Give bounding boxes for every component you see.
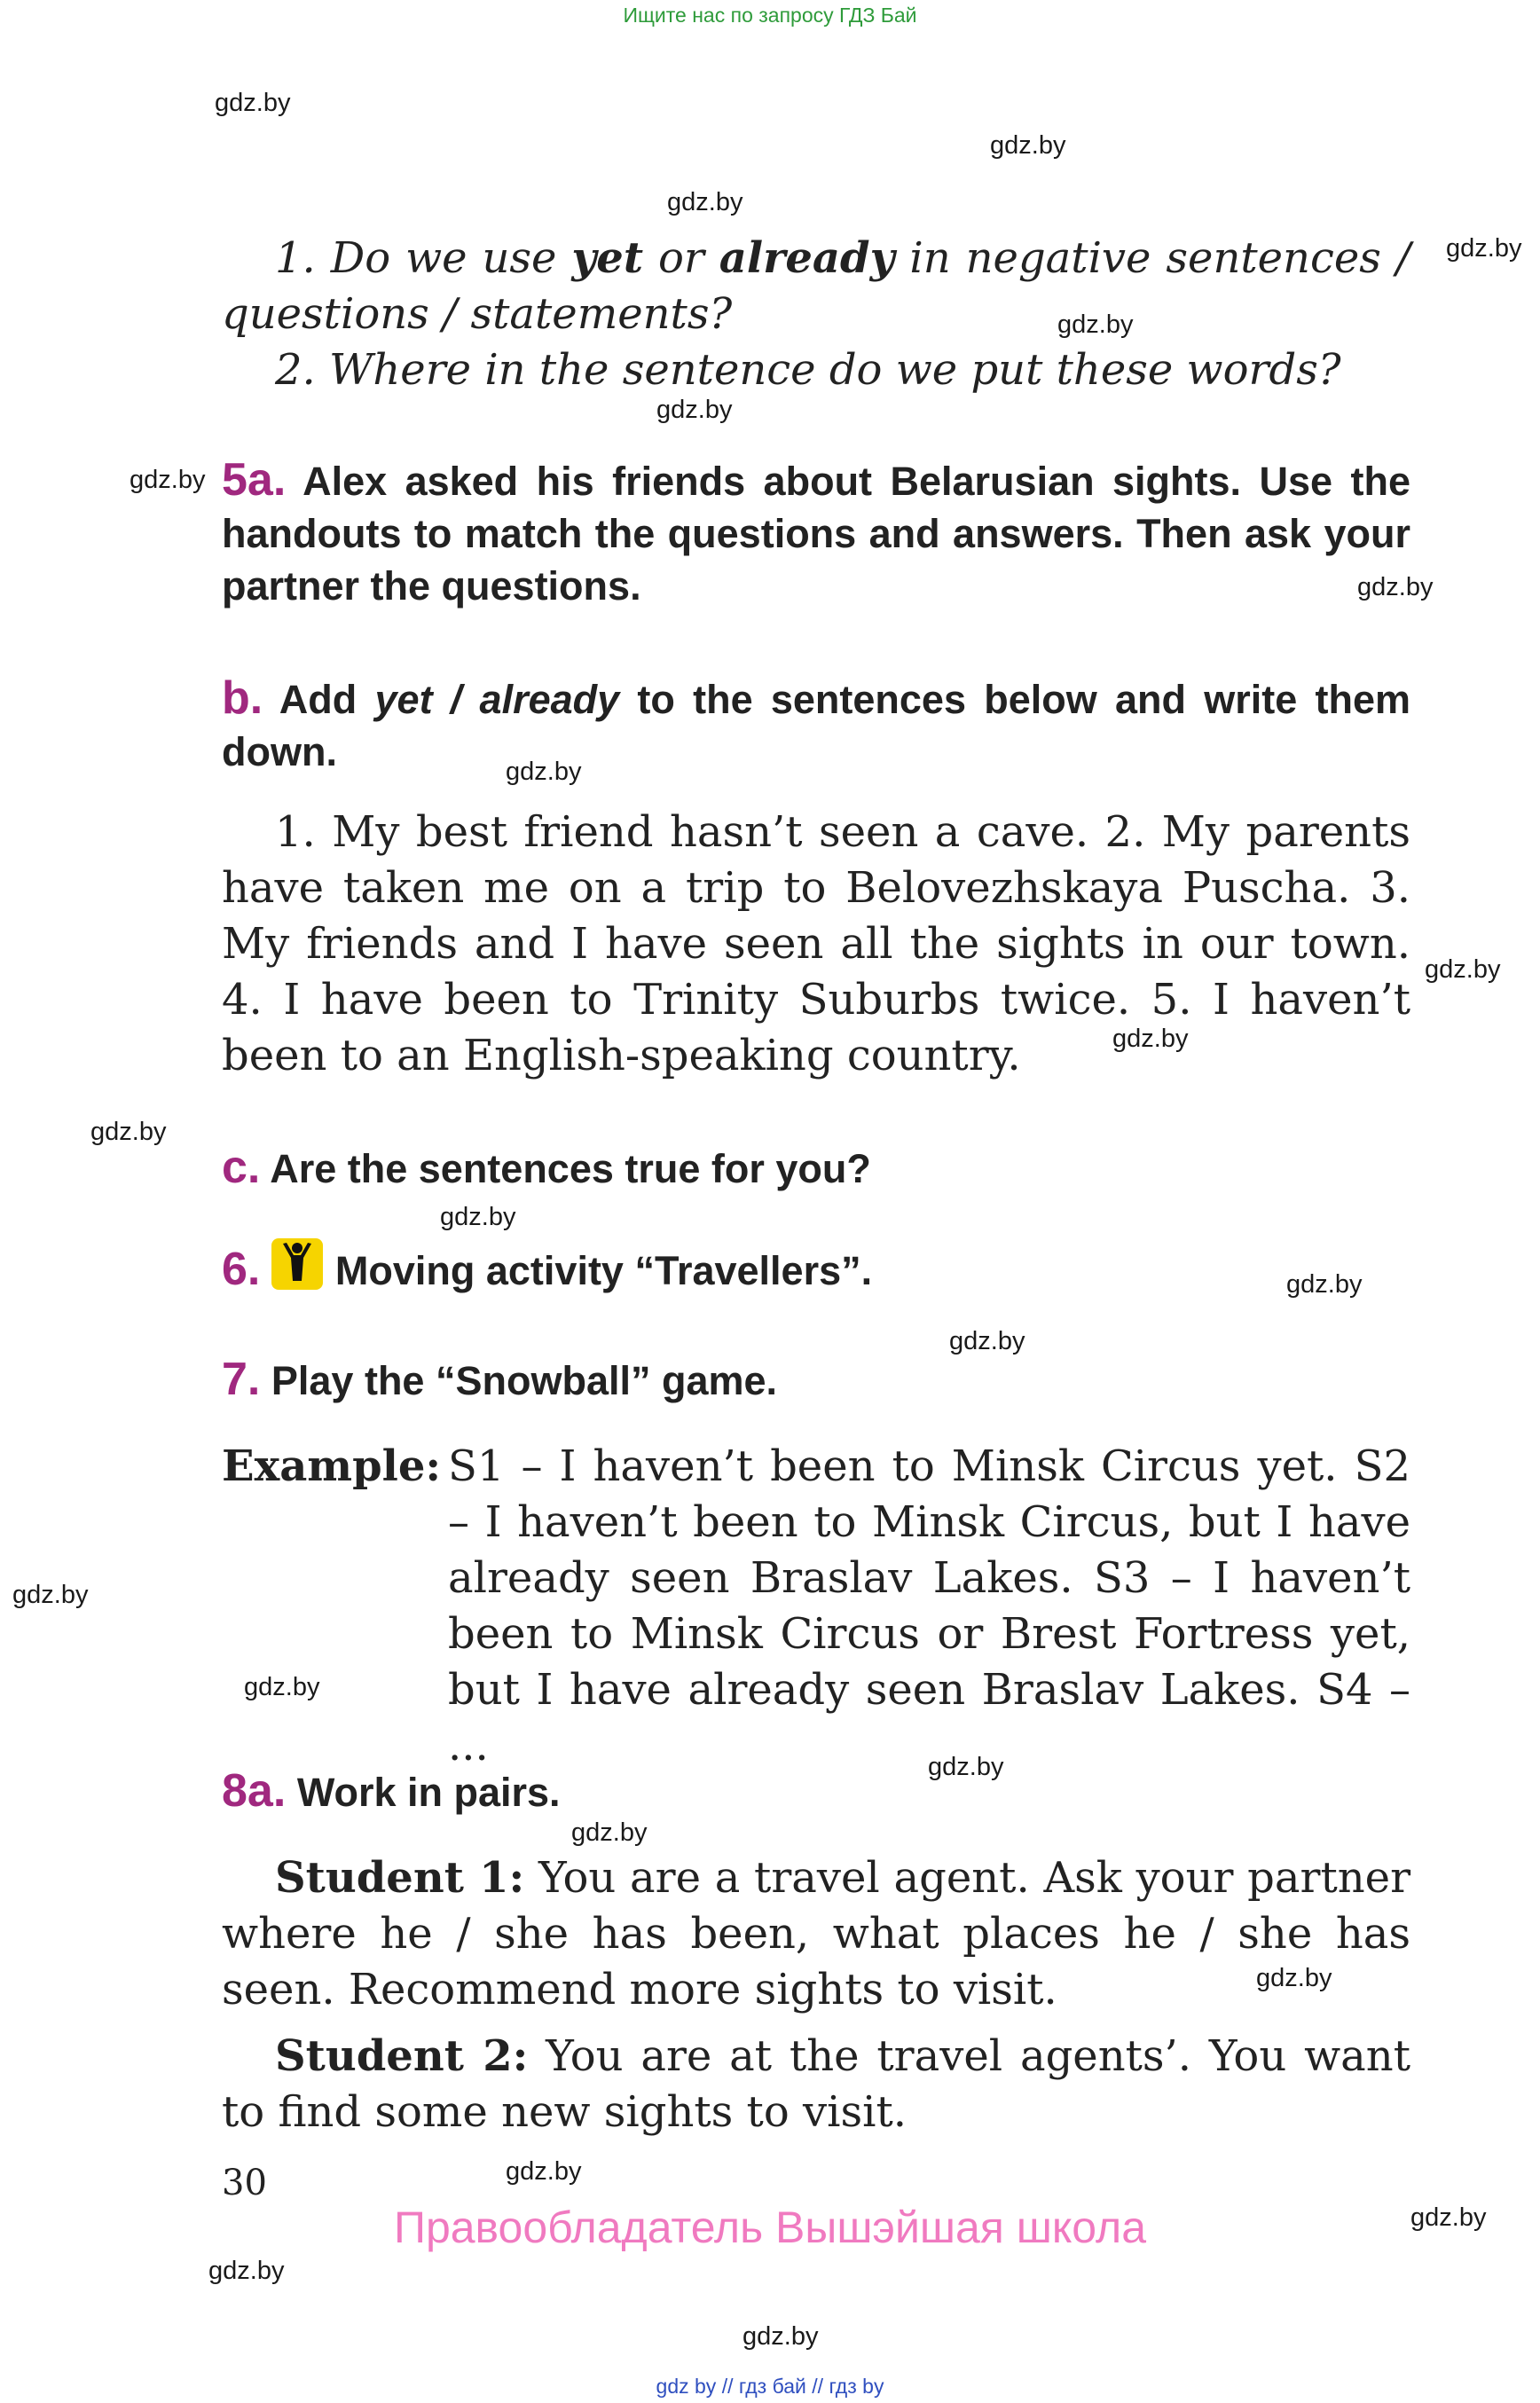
task-6: 6. Moving activity “Travellers”. [222,1238,1410,1297]
student-2-role: Student 2: You are at the travel agents’. You want to find some new sights to visit. [222,2031,1411,2137]
task-5a [222,454,1410,612]
task-7: 7. Play the “Snowball” game. [222,1354,778,1405]
watermark: gdz.by [1446,234,1522,263]
watermark: gdz.by [130,466,206,494]
watermark: gdz.by [506,2157,582,2186]
watermark: gdz.by [1112,1025,1189,1053]
watermark: gdz.by [928,1753,1004,1781]
watermark: gdz.by [1425,955,1501,984]
keyword: yet / already [374,677,620,722]
student-2-label: Student 2: [275,2031,529,2081]
task-5c: c. Are the sentences true for you? [222,1142,871,1193]
top-search-hint: Ищите нас по запросу ГДЗ Бай [623,4,917,27]
watermark: gdz.by [990,131,1066,160]
task-5b-sentences: 1. My best friend hasn’t seen a cave. 2. My parents have taken me on a trip to Belovezhskaya Puscha. 3. My friends and I have seen all the sights in our town. 4. I have been to Trinity Suburbs twice. 5. I haven’t been to an English-speaking country. [222,807,1410,1080]
question-2: 2. Where in the sentence do we put these words? [275,345,1341,395]
person-arms-up-icon [271,1238,323,1290]
student-1-role: Student 1: You are a travel agent. Ask your partner where he / she has been, what places he / she has seen. Recommend more sights to visit. [222,1853,1411,2014]
task-text: Alex asked his friends about Belarusian sights. Use the handouts to match the questions and answers. Then ask your partner the questions. [222,459,1410,609]
watermark: gdz.by [1410,2203,1487,2232]
grammar-questions [222,231,1410,398]
footer-link[interactable]: гдз бай [738,2375,806,2398]
watermark: gdz.by [667,188,743,216]
watermark: gdz.by [506,758,582,786]
watermark: gdz.by [90,1118,167,1146]
question-1: 1. Do we use yet or already in negative sentences / questions / statements? [222,233,1410,339]
rights-holder: Правообладатель Вышэйшая школа [394,2203,1146,2252]
watermark: gdz.by [12,1581,89,1609]
watermark: gdz.by [1357,573,1434,601]
example-label: Example: [222,1441,442,1491]
example-block [222,1439,1410,1774]
task-5b: b. Add yet / already to the sentences below and write them down. [222,672,1410,774]
page-number: 30 [222,2163,267,2203]
watermark: gdz.by [949,1327,1025,1355]
example-text: S1 – I haven’t been to Minsk Circus yet. S2 – I haven’t been to Minsk Circus, but I have already seen Braslav Lakes. S3 – I haven’t been to Minsk Circus or Brest Fortress yet, but I have already seen Braslav Lakes. S4 – ... [448,1441,1410,1771]
footer-links: gdz by // гдз бай // гдз by [656,2375,884,2398]
task-number: 8a. [222,1765,287,1817]
watermark: gdz.by [742,2322,819,2351]
task-number: 5a. [222,454,287,506]
student-1-label: Student 1: [275,1853,525,1903]
footer-link[interactable]: gdz by [656,2375,717,2398]
watermark: gdz.by [656,396,733,424]
watermark: gdz.by [1256,1964,1332,1992]
task-number: b. [222,672,263,724]
task-8a: 8a. Work in pairs. [222,1765,561,1817]
watermark: gdz.by [208,2257,285,2285]
watermark: gdz.by [571,1818,648,1847]
footer-link[interactable]: гдз by [829,2375,884,2398]
task-number: c. [222,1142,261,1193]
task-number: 6. [222,1244,261,1295]
watermark: gdz.by [244,1673,320,1701]
watermark: gdz.by [440,1203,516,1231]
watermark: gdz.by [1286,1270,1363,1299]
task-number: 7. [222,1354,261,1405]
watermark: gdz.by [215,89,291,117]
watermark: gdz.by [1057,310,1134,339]
